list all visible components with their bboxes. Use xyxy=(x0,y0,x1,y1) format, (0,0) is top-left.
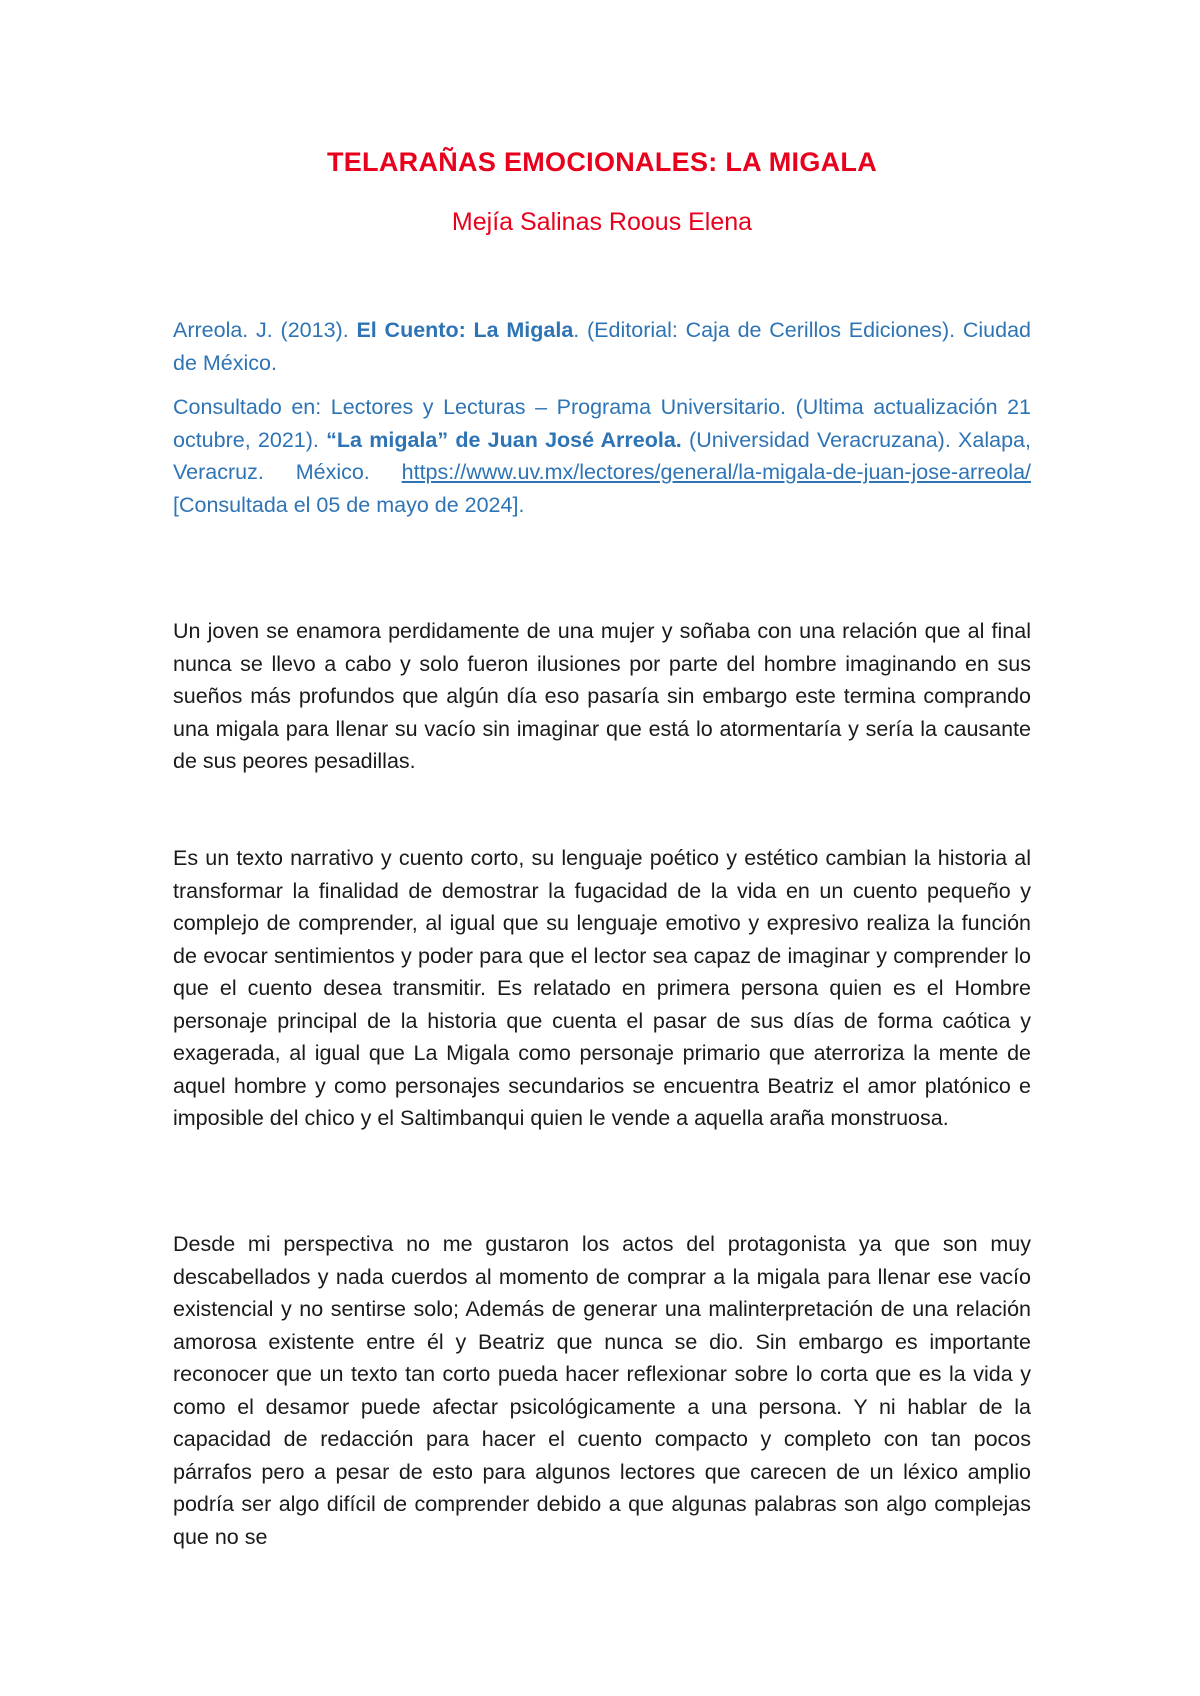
reference-book-title: El Cuento: La Migala xyxy=(356,318,574,342)
consulted-article-title: “La migala” de Juan José Arreola. xyxy=(326,427,682,452)
reference-text: Arreola. J. (2013). xyxy=(173,318,357,342)
summary-paragraph: Un joven se enamora perdidamente de una mujer y soñaba con una relación que al final nunca se llevo a cabo y solo fueron ilusiones por parte del hombre imaginando en sus sueños más profundos que algún día eso pasaría sin embargo este termina comprando una migala para llenar su vacío sin imaginar que está lo atormentaría y sería la causante de sus peores pesadillas. xyxy=(173,619,1031,773)
reference-citation xyxy=(173,314,1031,379)
analysis-paragraph: Es un texto narrativo y cuento corto, su lenguaje poético y estético cambian la historia al transformar la finalidad de demostrar la fugacidad de la vida en un cuento pequeño y complejo de comprender, al igual que su lenguaje emotivo y expresivo realiza la función de evocar sentimientos y poder para que el lector sea capaz de imaginar y comprender lo que el cuento desea transmitir. Es relatado en primera persona quien es el Hombre personaje principal de la historia que cuenta el pasar de sus días de forma caótica y exagerada, al igual que La Migala como personaje primario que aterroriza la mente de aquel hombre y como personajes secundarios se encuentra Beatriz el amor platónico e imposible del chico y el Saltimbanqui quien le vende a aquella araña monstruosa. xyxy=(173,846,1031,1130)
consulted-text: Consultado en: Lectores y Lecturas – Programa Universitario. (Ultima actualización 21 octubre, 2021). xyxy=(173,395,1031,452)
consulted-date: [Consultada el 05 de mayo de 2024]. xyxy=(173,492,525,517)
consulted-text: (Universidad Veracruzana). Xalapa, Veracruz. México. xyxy=(173,427,1031,484)
reference-text: . (Editorial: Caja de Cerillos Ediciones). Ciudad de México. xyxy=(173,318,1031,375)
opinion-paragraph: Desde mi perspectiva no me gustaron los actos del protagonista ya que son muy descabellados y nada cuerdos al momento de comprar a la migala para llenar ese vacío existencial y no sentirse solo; Además de generar una malinterpretación de una relación amorosa existente entre él y Beatriz que nunca se dio. Sin embargo es importante reconocer que un texto tan corto pueda hacer reflexionar sobre lo corta que es la vida y como el desamor puede afectar psicológicamente a una persona. Y ni hablar de la capacidad de redacción para hacer el cuento compacto y completo con tan pocos párrafos pero a pesar de esto para algunos lectores que carecen de un léxico amplio podría ser algo difícil de comprender debido a que algunas palabras son algo complejas que no se xyxy=(173,1232,1031,1549)
source-link[interactable]: https://www.uv.mx/lectores/general/la-migala-de-juan-jose-arreola/ xyxy=(401,460,1031,484)
consulted-citation xyxy=(173,391,1031,521)
author-name: Mejía Salinas Roous Elena xyxy=(451,208,753,236)
document-title: TELARAÑAS EMOCIONALES: LA MIGALA xyxy=(326,147,878,177)
